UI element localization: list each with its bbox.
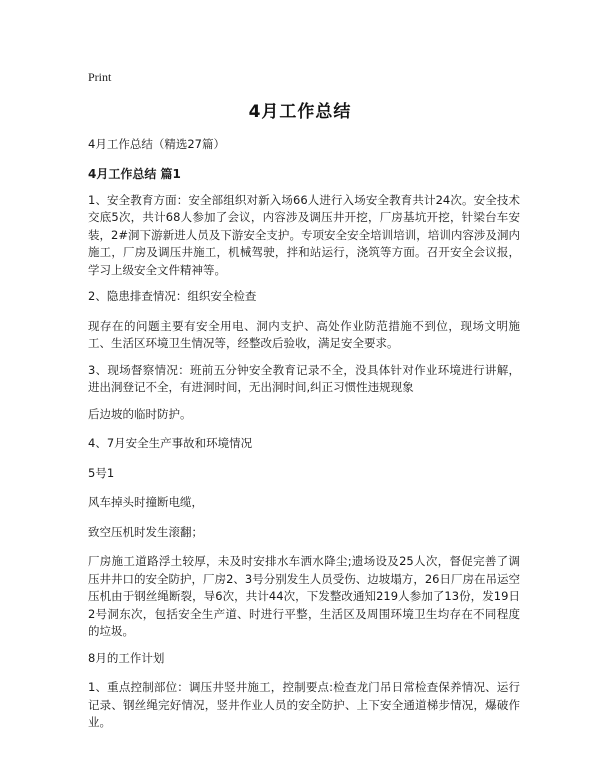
page-title: 4月工作总结 xyxy=(248,102,352,122)
paragraph-existing-problems: 现存在的问题主要有安全用电、洞内支护、高处作业防范措施不到位，现场文明施工、生活区环境卫生情况等，经整改后验收，满足安全要求。 xyxy=(88,318,520,350)
paragraph-hazard-check: 2、隐患排查情况：组织安全检查 xyxy=(88,289,257,303)
section-title: 4月工作总结 篇1 xyxy=(88,166,181,181)
document-subtitle: 4月工作总结（精选27篇） xyxy=(88,137,225,151)
paragraph-august-plan-heading: 8月的工作计划 xyxy=(88,650,165,665)
paragraph-safety-education: 1、安全教育方面：安全部组织对新入场66人进行入场安全教育共计24次。安全技术交底5次，共计68人参加了会议，内容涉及调压井开挖，厂房基坑开挖，针梁台车安装，2#洞下游新进人员及下游安全支护。专项安全安全培训培训，培训内容涉及洞内施工，厂房及调压井施工，机械驾驶，拌和站运行，浇筑等方面。召开安全会议报，学习上级安全文件精神等。 xyxy=(88,192,520,277)
paragraph-slope-protection: 后边坡的临时防护。 xyxy=(88,406,192,421)
paragraph-accident-heading: 4、7月安全生产事故和环境情况 xyxy=(88,436,253,450)
print-label: Print xyxy=(88,70,112,84)
paragraph-cable-incident: 风车掉头时撞断电缆， xyxy=(88,495,203,509)
paragraph-road-dust: 厂房施工道路浮土较厚，未及时安排水车洒水降尘;遗场设及25人次，督促完善了调压井井口的安全防护，厂房2、3号分别发生人员受伤、边坡塌方，26日厂房在吊运空压机由于钢丝绳断裂，导6次，共计44次，下发整改通知219人参加了13份，发19日2号洞东次，包括安全生产道、时进行平整，生活区及周围环境卫生均存在不同程度的垃圾。 xyxy=(88,554,520,638)
paragraph-compressor-incident: 致空压机时发生滚翻； xyxy=(88,524,203,539)
paragraph-site-supervision: 3、现场督察情况：班前五分钟安全教育记录不全，没具体针对作业环境进行讲解，进出洞登记不全，有进洞时间，无出洞时间,纠正习惯性违规现象 xyxy=(88,362,520,394)
document-body xyxy=(88,136,520,741)
paragraph-item-5-1: 5号1 xyxy=(88,465,115,480)
paragraph-key-control: 1、重点控制部位：调压井竖井施工，控制要点:检查龙门吊日常检查保养情况、运行记录、钢丝绳完好情况，竖井作业人员的安全防护、上下安全通道梯步情况，爆破作业。 xyxy=(88,680,520,729)
